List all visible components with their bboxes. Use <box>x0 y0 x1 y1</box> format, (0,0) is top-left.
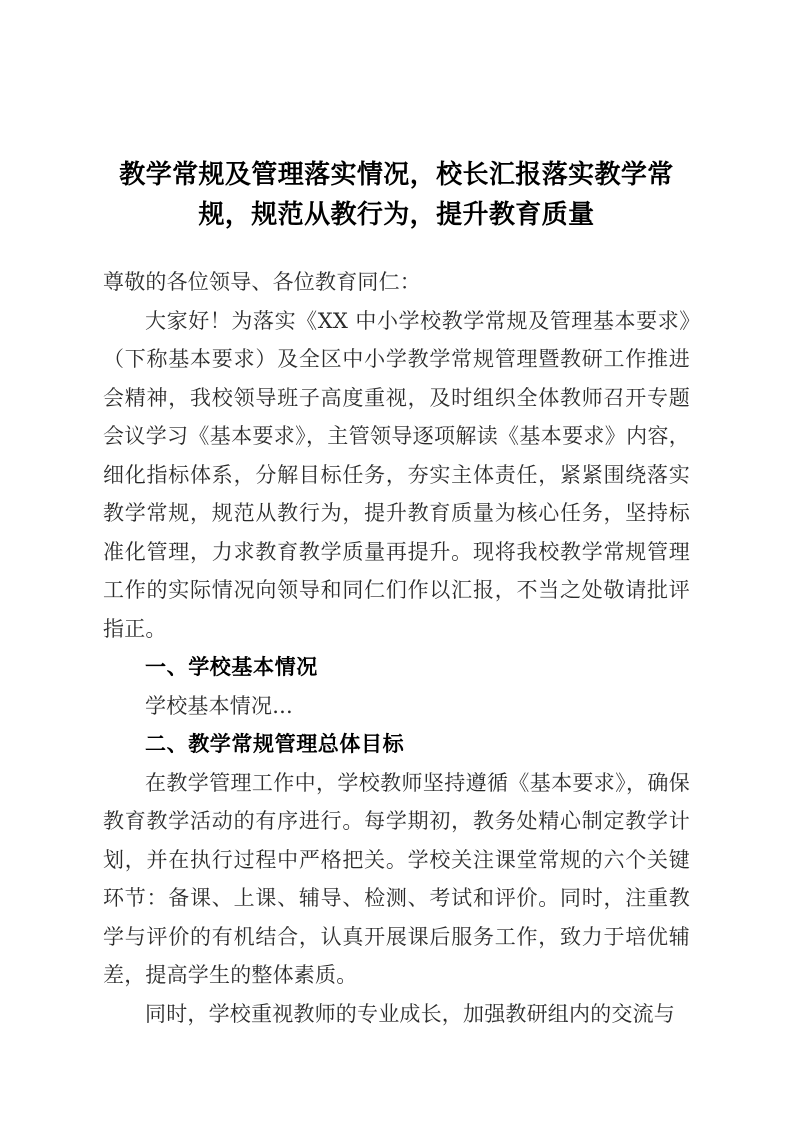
salutation-line: 尊敬的各位领导、各位教育同仁： <box>103 270 421 294</box>
section-heading-1: 一、学校基本情况 <box>145 654 318 679</box>
section-heading-2: 二、教学常规管理总体目标 <box>145 731 405 756</box>
opening-paragraph: 大家好！为落实《XX 中小学校教学常规及管理基本要求》（下称基本要求）及全区中小学教学常规管理暨教研工作推进会精神，我校领导班子高度重视，及时组织全体教师召开专题会议学习《基本要求》，主管领导逐项解读《基本要求》内容，细化指标体系，分解目标任务，夯实主体责任，紧紧围绕落实教学常规，规范从教行为，提升教育质量为核心任务，坚持标准化管理，力求教育教学质量再提升。现将我校教学常规管理工作的实际情况向领导和同仁们作以汇报，不当之处敬请批评指正。 <box>103 308 690 641</box>
section-2-paragraph-2: 同时，学校重视教师的专业成长，加强教研组内的交流与 <box>145 1001 675 1026</box>
page-title: 教学常规及管理落实情况，校长汇报落实教学常规，规范从教行为，提升教育质量 <box>119 160 674 230</box>
section-1-paragraph-1: 学校基本情况... <box>145 693 293 718</box>
section-2-paragraph-1: 在教学管理工作中，学校教师坚持遵循《基本要求》，确保教育教学活动的有序进行。每学期初，教务处精心制定教学计划，并在执行过程中严格把关。学校关注课堂常规的六个关键环节：备课、上课、辅导、检测、考试和评价。同时，注重教学与评价的有机结合，认真开展课后服务工作，致力于培优辅差，提高学生的整体素质。 <box>103 770 690 987</box>
